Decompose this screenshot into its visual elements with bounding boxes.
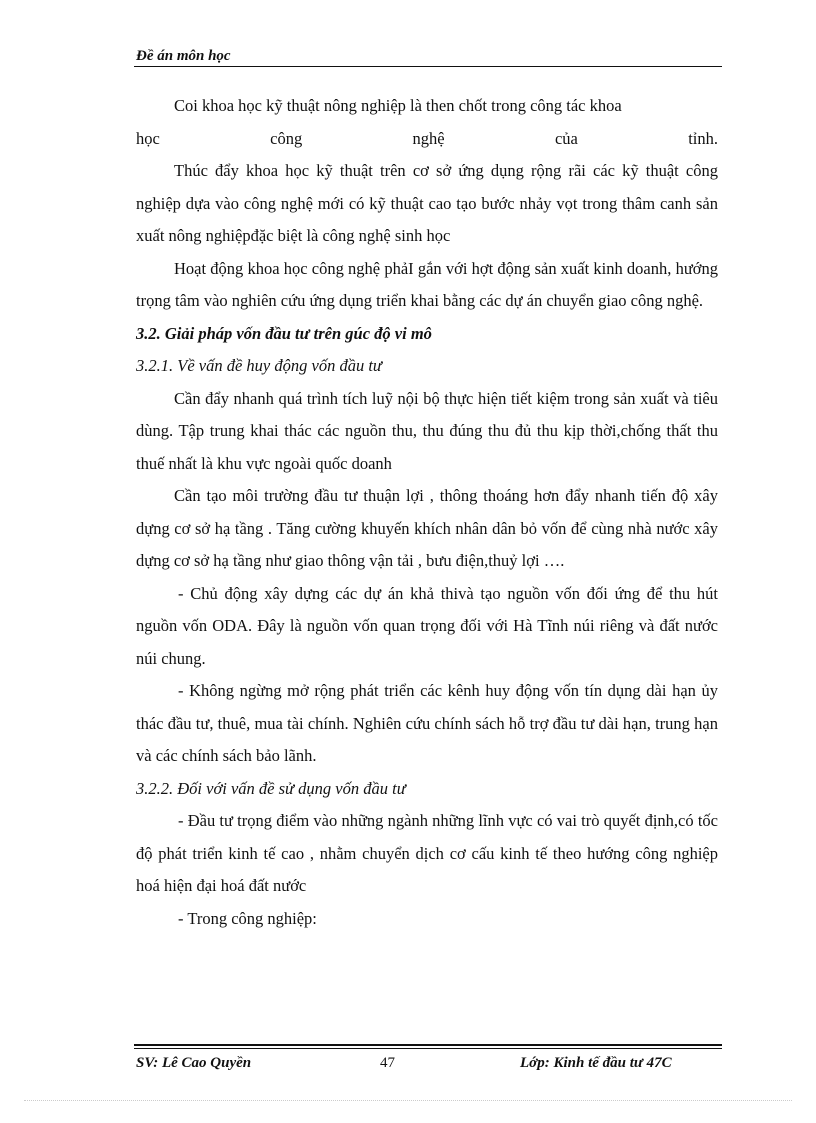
footer-student: SV: Lê Cao Quyền [136,1055,252,1071]
footer-page-number: 47 [380,1055,395,1071]
paragraph-6: - Chủ động xây dựng các dự án khả thivà tạo nguồn vốn đối ứng để thu hút nguồn vốn ODA. Đây là nguồn vốn quan trọng đối với Hà Tĩnh núi riêng và đất nước núi chung. [136,583,718,668]
paragraph-5: Cần tạo môi trường đầu tư thuận lợi , thông thoáng hơn đẩy nhanh tiến độ xây dựng cơ sở hạ tầng . Tăng cường khuyến khích nhân dân bỏ vốn để cùng nhà nước xây dựng cơ sở hạ tầng như giao thông vận tải , bưu điện,thuỷ lợi …. [136,486,718,570]
section-heading-3-2: 3.2. Giải pháp vốn đầu tư trên gúc độ vi mô [136,323,432,343]
paragraph-7: - Không ngừng mở rộng phát triển các kênh huy động vốn tín dụng dài hạn ủy thác đầu tư, thuê, mua tài chính. Nghiên cứu chính sách hỗ trợ đầu tư dài hạn, trung hạn và các chính sách bảo lãnh. [136,681,718,765]
paragraph-9: - Trong công nghiệp: [178,908,317,928]
footer-divider-thick [134,1044,722,1046]
footer-class: Lớp: Kinh tế đầu tư 47C [520,1055,672,1071]
header-divider [134,66,722,67]
document-body [136,90,718,935]
subsection-heading-3-2-2: 3.2.2. Đối với vấn đề sử dụng vốn đầu tư [136,778,406,798]
footer-divider-thin [134,1048,722,1049]
subsection-heading-3-2-1: 3.2.1. Về vấn đề huy động vốn đầu tư [136,356,382,375]
paragraph-1b: học công nghệ của tỉnh. [136,128,718,148]
paragraph-1a: Coi khoa học kỹ thuật nông nghiệp là then chốt trong công tác khoa [174,96,622,115]
paragraph-2: Thúc đẩy khoa học kỹ thuật trên cơ sở ứng dụng rộng rãi các kỹ thuật công nghiệp dựa vào công nghệ mới có kỹ thuật cao tạo bước nhảy vọt trong thâm canh sản xuất nông nghiệpđặc biệt là công nghệ sinh học [136,161,718,245]
paragraph-8: - Đầu tư trọng điểm vào những ngành những lĩnh vực có vai trò quyết định,có tốc độ phát triển kinh tế cao , nhằm chuyển dịch cơ cấu kinh tế theo hướng công nghiệp hoá hiện đại hoá đất nước [136,811,718,895]
header-title: Đề án môn học [136,48,231,64]
page-bottom-edge [24,1100,792,1101]
paragraph-4: Cần đẩy nhanh quá trình tích luỹ nội bộ thực hiện tiết kiệm trong sản xuất và tiêu dùng. Tập trung khai thác các nguồn thu, thu đúng thu đủ thu kịp thời,chống thất thu thuế nhất là khu vực ngoài quốc doanh [136,388,718,473]
paragraph-3: Hoạt động khoa học công nghệ phảI gắn với hợt động sản xuất kinh doanh, hướng trọng tâm vào nghiên cứu ứng dụng triển khai bằng các dự án chuyển giao công nghệ. [136,258,718,310]
